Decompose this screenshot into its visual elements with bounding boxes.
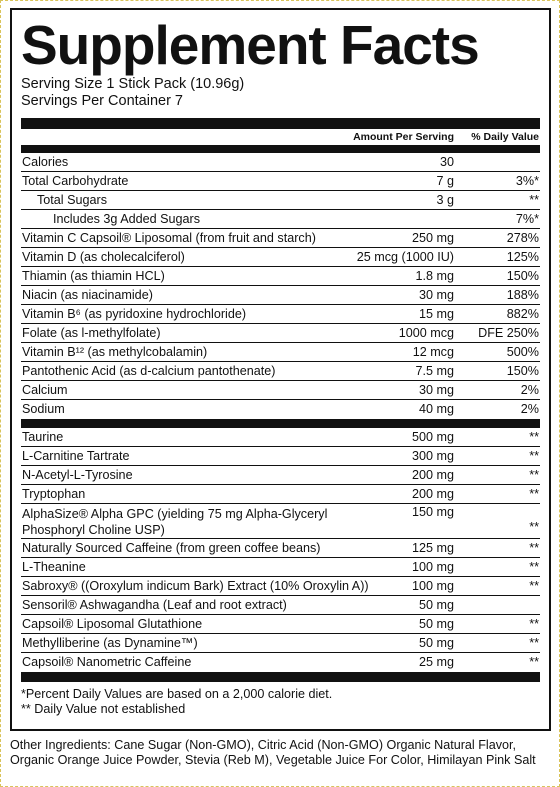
row-daily-value: ** xyxy=(529,560,539,574)
row-amount: 250 mg xyxy=(411,231,454,245)
row-amount: 100 mg xyxy=(411,560,454,574)
row-name: Naturally Sourced Caffeine (from green coffee beans) xyxy=(22,541,321,555)
header-daily-value: % Daily Value xyxy=(471,131,539,143)
table-row xyxy=(21,191,540,210)
row-daily-value: 2% xyxy=(520,383,539,397)
table-row xyxy=(21,596,540,615)
table-row xyxy=(21,153,540,172)
divider-medium xyxy=(21,146,540,153)
table-row xyxy=(21,504,540,539)
table-row xyxy=(21,577,540,596)
row-name: Sabroxy® ((Oroxylum indicum Bark) Extract (10% Oroxylin A)) xyxy=(22,579,369,593)
row-name: AlphaSize® Alpha GPC (yielding 75 mg Alpha-Glyceryl Phosphoryl Choline USP) xyxy=(22,507,328,537)
table-header xyxy=(21,129,540,146)
row-name: Niacin (as niacinamide) xyxy=(22,288,153,302)
divider-thick xyxy=(21,419,540,428)
row-daily-value: ** xyxy=(529,193,539,207)
row-name: Calcium xyxy=(22,383,68,397)
table-row xyxy=(21,539,540,558)
table-row xyxy=(21,210,540,229)
row-daily-value: ** xyxy=(529,636,539,650)
row-name: Vitamin C Capsoil® Liposomal (from fruit and starch) xyxy=(22,231,316,245)
row-amount: 50 mg xyxy=(418,617,454,631)
table-row xyxy=(21,447,540,466)
nutrient-table xyxy=(21,153,540,419)
table-row xyxy=(21,558,540,577)
row-amount: 300 mg xyxy=(411,449,454,463)
row-amount: 30 mg xyxy=(418,383,454,397)
table-row xyxy=(21,400,540,419)
row-amount: 500 mg xyxy=(411,430,454,444)
table-row xyxy=(21,634,540,653)
footnotes xyxy=(21,687,540,717)
row-amount: 3 g xyxy=(436,193,454,207)
row-name: Vitamin B¹² (as methylcobalamin) xyxy=(22,345,208,359)
row-daily-value: 278% xyxy=(506,231,539,245)
row-daily-value: ** xyxy=(529,520,539,534)
row-daily-value: 500% xyxy=(506,345,539,359)
table-row xyxy=(21,172,540,191)
row-amount: 1.8 mg xyxy=(415,269,454,283)
row-daily-value: 150% xyxy=(506,364,539,378)
panel-title: Supplement Facts xyxy=(21,14,479,76)
table-row xyxy=(21,485,540,504)
row-name: Tryptophan xyxy=(22,487,86,501)
row-amount: 30 mg xyxy=(418,288,454,302)
footnote-dv-not-established: ** Daily Value not established xyxy=(21,702,186,716)
row-name: Taurine xyxy=(22,430,64,444)
table-row xyxy=(21,381,540,400)
servings-per-container: Servings Per Container 7 xyxy=(21,93,183,109)
row-daily-value: 2% xyxy=(520,402,539,416)
divider-thick xyxy=(21,672,540,682)
divider-thick xyxy=(21,118,540,129)
supplement-facts-panel xyxy=(10,8,551,731)
row-daily-value: 125% xyxy=(506,250,539,264)
row-daily-value: DFE 250% xyxy=(478,326,539,340)
row-daily-value: ** xyxy=(529,617,539,631)
row-daily-value: 7%* xyxy=(515,212,539,226)
table-row xyxy=(21,248,540,267)
row-amount: 200 mg xyxy=(411,487,454,501)
table-row xyxy=(21,286,540,305)
row-amount: 50 mg xyxy=(418,598,454,612)
row-name: Vitamin B⁶ (as pyridoxine hydrochloride) xyxy=(22,307,247,321)
row-amount: 40 mg xyxy=(418,402,454,416)
table-row xyxy=(21,267,540,286)
row-daily-value: ** xyxy=(529,579,539,593)
row-amount: 200 mg xyxy=(411,468,454,482)
table-row xyxy=(21,466,540,485)
row-name: Includes 3g Added Sugars xyxy=(53,212,201,226)
table-row xyxy=(21,362,540,381)
table-row xyxy=(21,428,540,447)
row-daily-value: ** xyxy=(529,487,539,501)
row-name: Capsoil® Nanometric Caffeine xyxy=(22,655,192,669)
row-name: Calories xyxy=(22,155,69,169)
row-amount: 100 mg xyxy=(411,579,454,593)
row-daily-value: ** xyxy=(529,449,539,463)
row-name: L-Carnitine Tartrate xyxy=(22,449,130,463)
row-amount: 7.5 mg xyxy=(415,364,454,378)
row-name: Total Sugars xyxy=(37,193,108,207)
row-name: Capsoil® Liposomal Glutathione xyxy=(22,617,203,631)
row-amount: 30 xyxy=(439,155,454,169)
table-row xyxy=(21,615,540,634)
table-row xyxy=(21,324,540,343)
row-name: Pantothenic Acid (as d-calcium pantothenate) xyxy=(22,364,276,378)
serving-size: Serving Size 1 Stick Pack (10.96g) xyxy=(21,76,245,92)
row-name: Sensoril® Ashwagandha (Leaf and root extract) xyxy=(22,598,287,612)
other-ingredients: Other Ingredients: Cane Sugar (Non-GMO), Citric Acid (Non-GMO) Organic Natural Flavor, Organic Orange Juice Powder, Stevia (Reb M), Vegetable Juice For Color, Himilayan Pink Salt xyxy=(10,738,536,767)
row-name: Folate (as l-methylfolate) xyxy=(22,326,161,340)
row-amount: 12 mcg xyxy=(412,345,454,359)
row-name: N-Acetyl-L-Tyrosine xyxy=(22,468,133,482)
row-name: Methylliberine (as Dynamine™) xyxy=(22,636,198,650)
row-daily-value: ** xyxy=(529,468,539,482)
row-amount: 1000 mcg xyxy=(398,326,454,340)
row-daily-value: 882% xyxy=(506,307,539,321)
row-name: Vitamin D (as cholecalciferol) xyxy=(22,250,185,264)
row-amount: 50 mg xyxy=(418,636,454,650)
row-amount: 125 mg xyxy=(411,541,454,555)
row-daily-value: 188% xyxy=(506,288,539,302)
row-daily-value: ** xyxy=(529,541,539,555)
row-name: Sodium xyxy=(22,402,65,416)
footnote-dv-basis: *Percent Daily Values are based on a 2,000 calorie diet. xyxy=(21,687,333,701)
row-daily-value: 3%* xyxy=(515,174,539,188)
row-name: Thiamin (as thiamin HCL) xyxy=(22,269,165,283)
table-row xyxy=(21,229,540,248)
row-amount: 7 g xyxy=(436,174,454,188)
row-amount: 15 mg xyxy=(418,307,454,321)
row-name: Total Carbohydrate xyxy=(22,174,129,188)
row-daily-value: ** xyxy=(529,655,539,669)
row-name: L-Theanine xyxy=(22,560,86,574)
row-daily-value: ** xyxy=(529,430,539,444)
row-amount: 25 mg xyxy=(418,655,454,669)
ingredient-table xyxy=(21,428,540,672)
row-daily-value: 150% xyxy=(506,269,539,283)
table-row xyxy=(21,305,540,324)
header-amount: Amount Per Serving xyxy=(353,131,454,143)
table-row xyxy=(21,343,540,362)
row-amount: 150 mg xyxy=(411,505,454,519)
table-row xyxy=(21,653,540,672)
row-amount: 25 mcg (1000 IU) xyxy=(356,250,454,264)
